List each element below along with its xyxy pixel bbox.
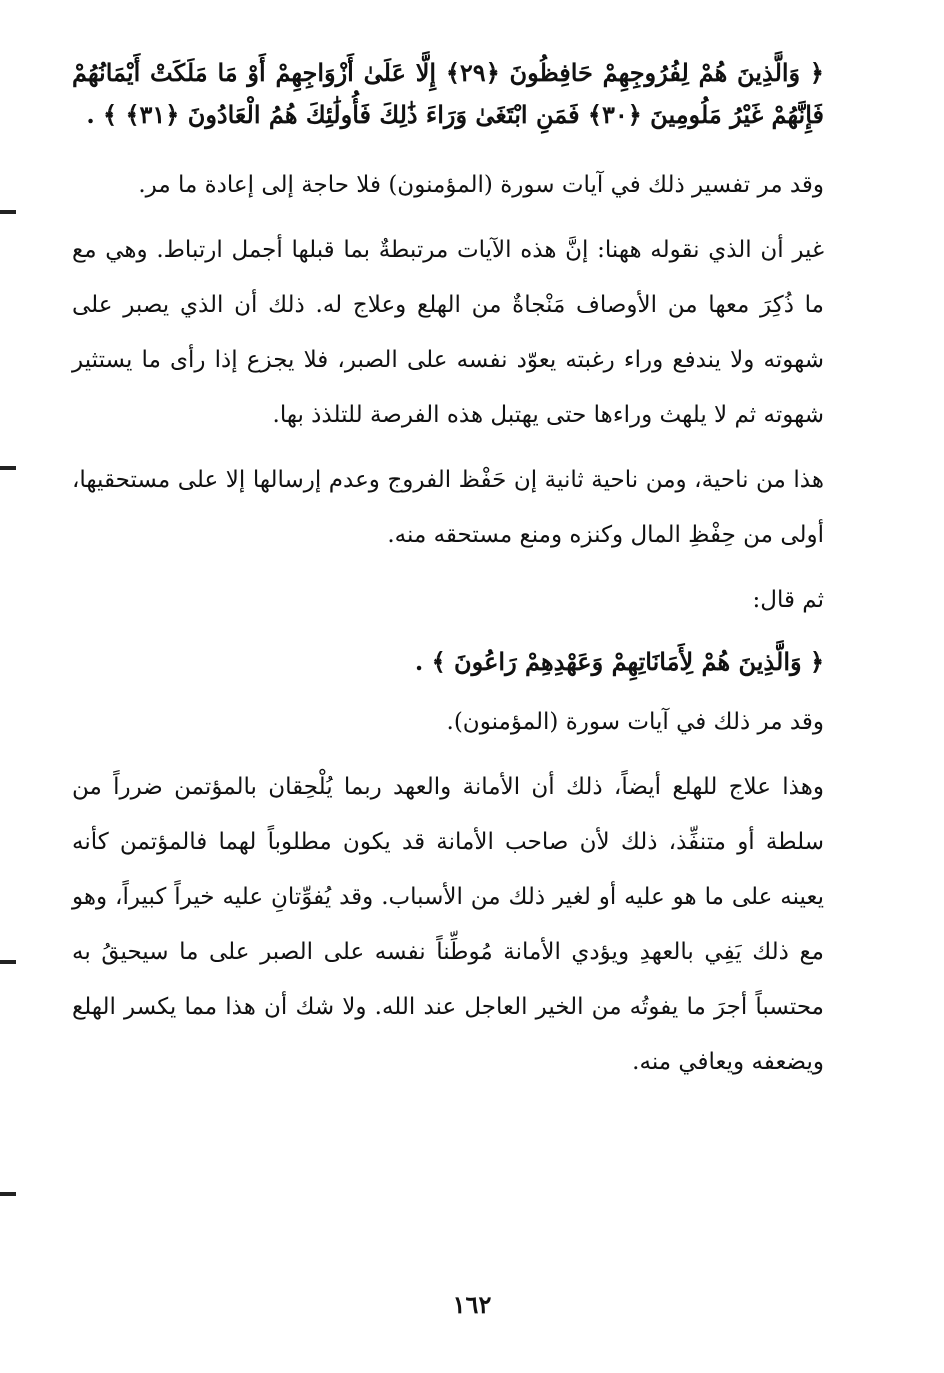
scan-edge-mark — [0, 466, 16, 470]
paragraph-6: وهذا علاج للهلع أيضاً، ذلك أن الأمانة والعهد ربما يُلْحِقان بالمؤتمن ضرراً من سلطة أو متنفِّذ، ذلك لأن صاحب الأمانة قد يكون مطلوباً لهما فالمؤتمن كأنه يعينه على ما هو عليه أو لغير ذلك من الأسباب. وقد يُفوِّتانِ عليه خيراً كبيراً، وهو مع ذلك يَفِي بالعهدِ ويؤدي الأمانة مُوطِّناً نفسه على الصبر على ما سيحيقُ به محتسباً أجرَ ما يفوتُه من الخير العاجل عند الله. ولا شك أن هذا مما يكسر الهلع ويضعفه ويعافي منه. — [72, 774, 824, 1075]
quran-verse-block: ﴿ وَالَّذِينَ هُمْ لِفُرُوجِهِمْ حَافِظُونَ ﴿٢٩﴾ إِلَّا عَلَىٰ أَزْوَاجِهِمْ أَوْ مَا مَلَكَتْ أَيْمَانُهُمْ فَإِنَّهُمْ غَيْرُ مَلُومِينَ ﴿٣٠﴾ فَمَنِ ابْتَغَىٰ وَرَاءَ ذَٰلِكَ فَأُولَٰئِكَ هُمُ الْعَادُونَ ﴿٣١﴾ ﴾ . — [72, 58, 824, 129]
paragraph-then-said: ثم قال: — [752, 587, 824, 613]
paragraph-5: وقد مر ذلك في آيات سورة (المؤمنون). — [446, 709, 824, 735]
paragraph-3: هذا من ناحية، ومن ناحية ثانية إن حَفْظ الفروج وعدم إرسالها إلا على مستحقيها، أولى من حِفْظِ المال وكنزه ومنع مستحقه منه. — [72, 467, 824, 548]
scan-edge-mark — [0, 210, 16, 214]
quran-verse-amanat: ﴿ وَالَّذِينَ هُمْ لِأَمَانَاتِهِمْ وَعَهْدِهِمْ رَاعُونَ ﴾ . — [414, 647, 824, 676]
paragraph-2: غير أن الذي نقوله ههنا: إنَّ هذه الآيات مرتبطةٌ بما قبلها أجمل ارتباط. وهي مع ما ذُكِرَ معها من الأوصاف مَنْجاةٌ من الهلع وعلاج له. ذلك أن الذي يصبر على شهوته ولا يندفع وراء رغبته يعوّد نفسه على الصبر، فلا يجزع إذا رأى ما يستثير شهوته ثم لا يلهث وراءها حتى يهتبل هذه الفرصة للتلذذ بها. — [72, 237, 824, 428]
paragraph-1: وقد مر تفسير ذلك في آيات سورة (المؤمنون) فلا حاجة إلى إعادة ما مر. — [138, 172, 824, 198]
page-body — [72, 52, 824, 1100]
scan-edge-mark — [0, 960, 16, 964]
page-number: ١٦٢ — [452, 1290, 492, 1319]
scan-edge-mark — [0, 1192, 16, 1196]
